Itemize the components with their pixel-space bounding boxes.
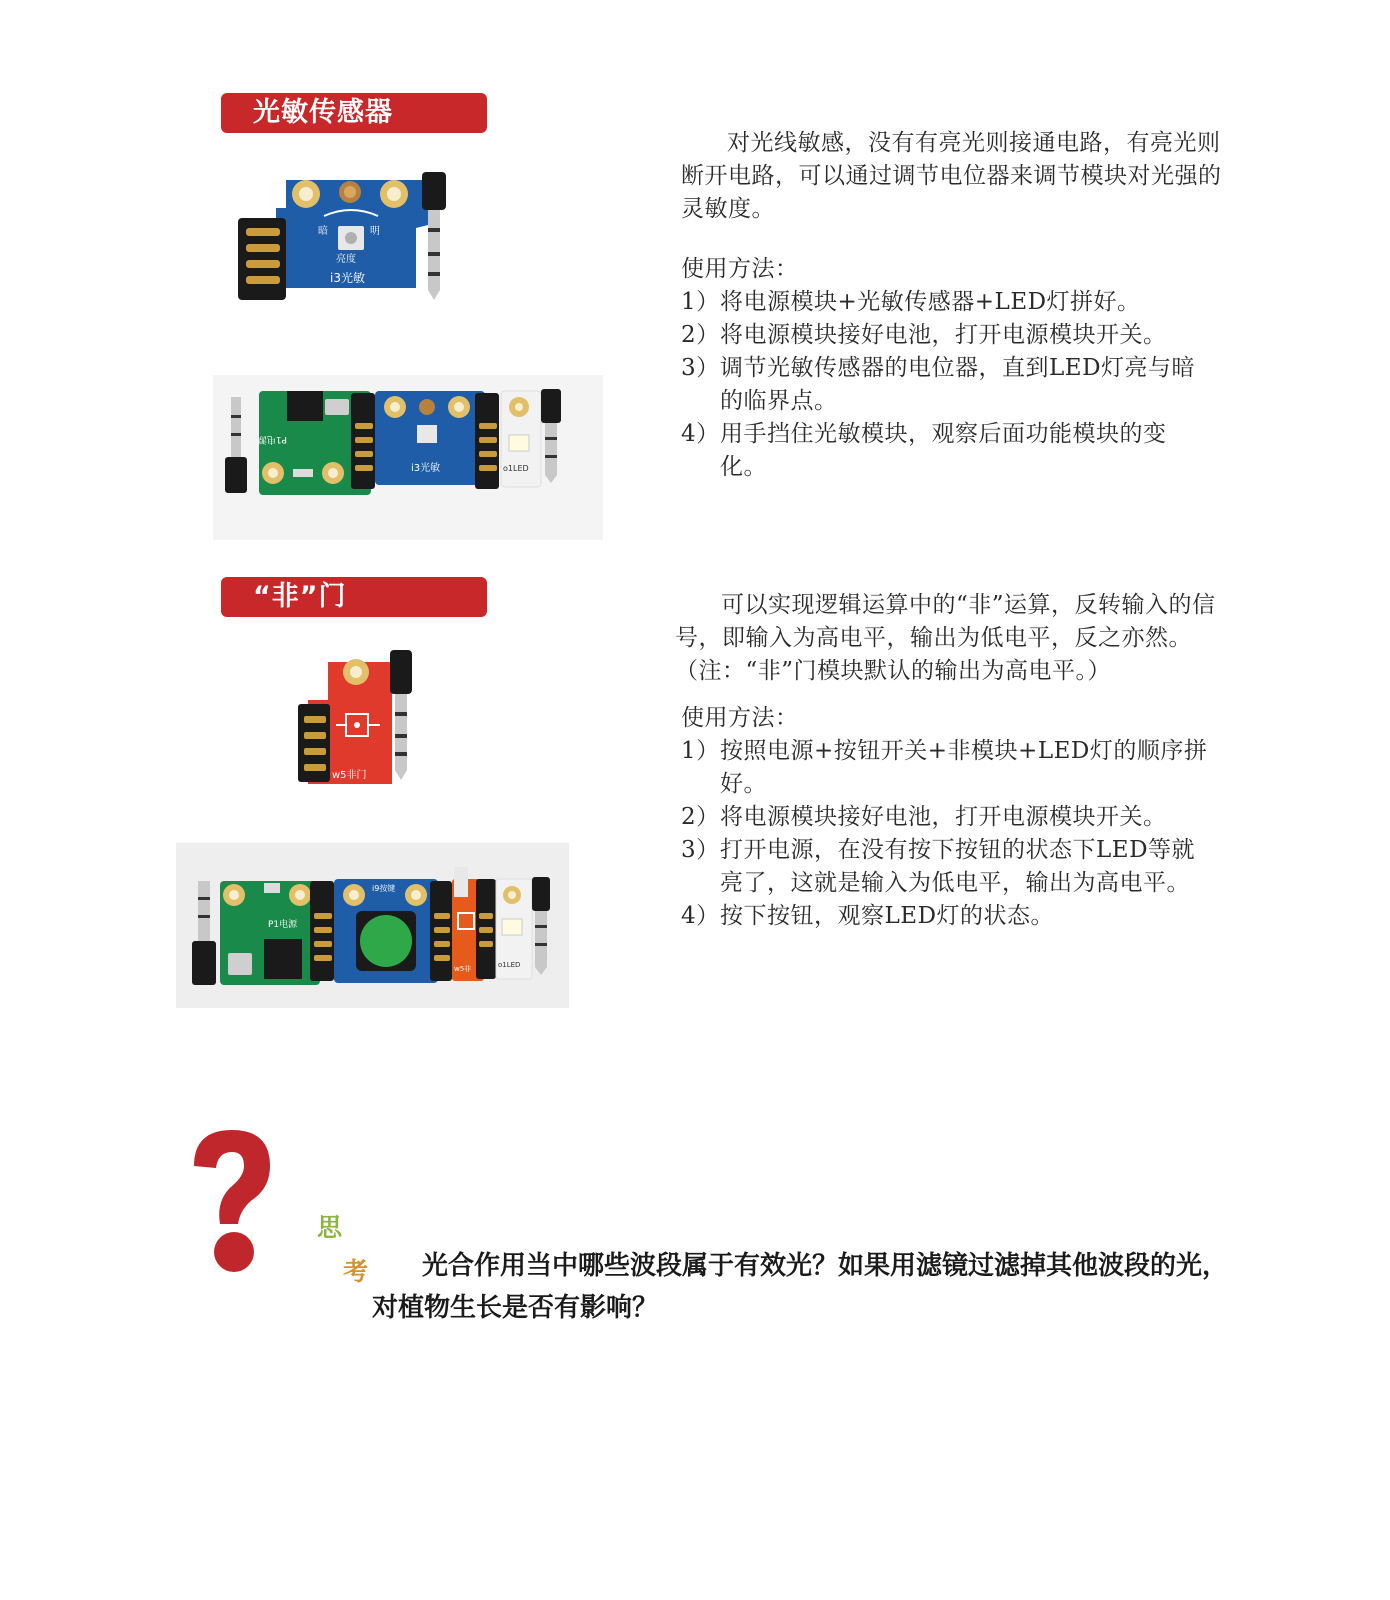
label-led: o1LED bbox=[503, 464, 529, 473]
step-number: 4） bbox=[681, 903, 720, 929]
label-w5-not: w5非 bbox=[454, 965, 472, 973]
section-title-not-gate: “非”门 bbox=[221, 577, 487, 617]
label-brightness: 亮度 bbox=[336, 254, 356, 265]
think-char-si: 思 bbox=[317, 1213, 343, 1242]
light-sensor-description: 对光线敏感，没有有亮光则接通电路，有亮光则断开电路，可以通过调节电位器来调节模块对光强的灵敏度。 bbox=[681, 130, 1222, 222]
light-sensor-module-photo bbox=[236, 168, 466, 308]
not-gate-description: 可以实现逻辑运算中的“非”运算，反转输入的信号，即输入为高电平，输出为低电平，反之亦然。（注：“非”门模块默认的输出为高电平。） bbox=[675, 592, 1216, 684]
label-i9-button: i9按键 bbox=[372, 884, 396, 893]
not-gate-step bbox=[675, 735, 1235, 801]
step-number: 3） bbox=[681, 837, 720, 863]
section-title-light-sensor: 光敏传感器 bbox=[221, 93, 487, 133]
step-text: 按下按钮，观察LED灯的状态。 bbox=[720, 903, 1055, 929]
think-question-text: 光合作用当中哪些波段属于有效光？如果用滤镜过滤掉其他波段的光，对植物生长是否有影响？ bbox=[372, 1251, 1229, 1323]
light-sensor-step bbox=[681, 418, 1241, 484]
light-sensor-step bbox=[681, 286, 1241, 319]
label-w5-not-gate: w5非门 bbox=[332, 770, 367, 781]
label-i3-sensor: i3光敏 bbox=[411, 463, 441, 474]
label-bright: 明 bbox=[370, 226, 380, 237]
step-number: 2） bbox=[681, 804, 720, 830]
not-gate-step bbox=[675, 834, 1235, 900]
not-gate-step bbox=[675, 900, 1235, 933]
not-gate-assembly-photo bbox=[176, 843, 569, 1008]
label-power-p1: P1电源 bbox=[268, 920, 298, 930]
not-gate-module-photo bbox=[298, 648, 423, 788]
light-sensor-step bbox=[681, 352, 1241, 418]
step-text: 将电源模块+光敏传感器+LED灯拼好。 bbox=[720, 289, 1141, 315]
think-char-kao: 考 bbox=[343, 1257, 369, 1286]
step-number: 1） bbox=[681, 738, 720, 764]
step-text: 调节光敏传感器的电位器，直到LED灯亮与暗的临界点。 bbox=[720, 355, 1196, 414]
step-number: 2） bbox=[681, 322, 720, 348]
step-number: 3） bbox=[681, 355, 720, 381]
not-gate-usage-title: 使用方法： bbox=[681, 705, 799, 731]
label-module-i3: i3光敏 bbox=[330, 271, 365, 285]
label-led: o1LED bbox=[498, 961, 521, 969]
step-text: 将电源模块接好电池，打开电源模块开关。 bbox=[720, 322, 1167, 348]
light-sensor-usage-title: 使用方法： bbox=[681, 256, 799, 282]
label-power-p1: P1电源 bbox=[257, 434, 287, 444]
step-text: 将电源模块接好电池，打开电源模块开关。 bbox=[720, 804, 1167, 830]
step-number: 1） bbox=[681, 289, 720, 315]
not-gate-text bbox=[675, 589, 1235, 933]
step-text: 按照电源+按钮开关+非模块+LED灯的顺序拼好。 bbox=[720, 738, 1208, 797]
step-text: 用手挡住光敏模块，观察后面功能模块的变化。 bbox=[720, 421, 1167, 480]
not-gate-step bbox=[675, 801, 1235, 834]
step-number: 4） bbox=[681, 421, 720, 447]
light-sensor-text bbox=[681, 127, 1241, 484]
step-text: 打开电源，在没有按下按钮的状态下LED等就亮了，这就是输入为低电平，输出为高电平。 bbox=[720, 837, 1196, 896]
light-sensor-assembly-photo bbox=[213, 375, 603, 540]
label-dark: 暗 bbox=[318, 226, 328, 237]
light-sensor-step bbox=[681, 319, 1241, 352]
question-mark-icon bbox=[186, 1128, 276, 1278]
